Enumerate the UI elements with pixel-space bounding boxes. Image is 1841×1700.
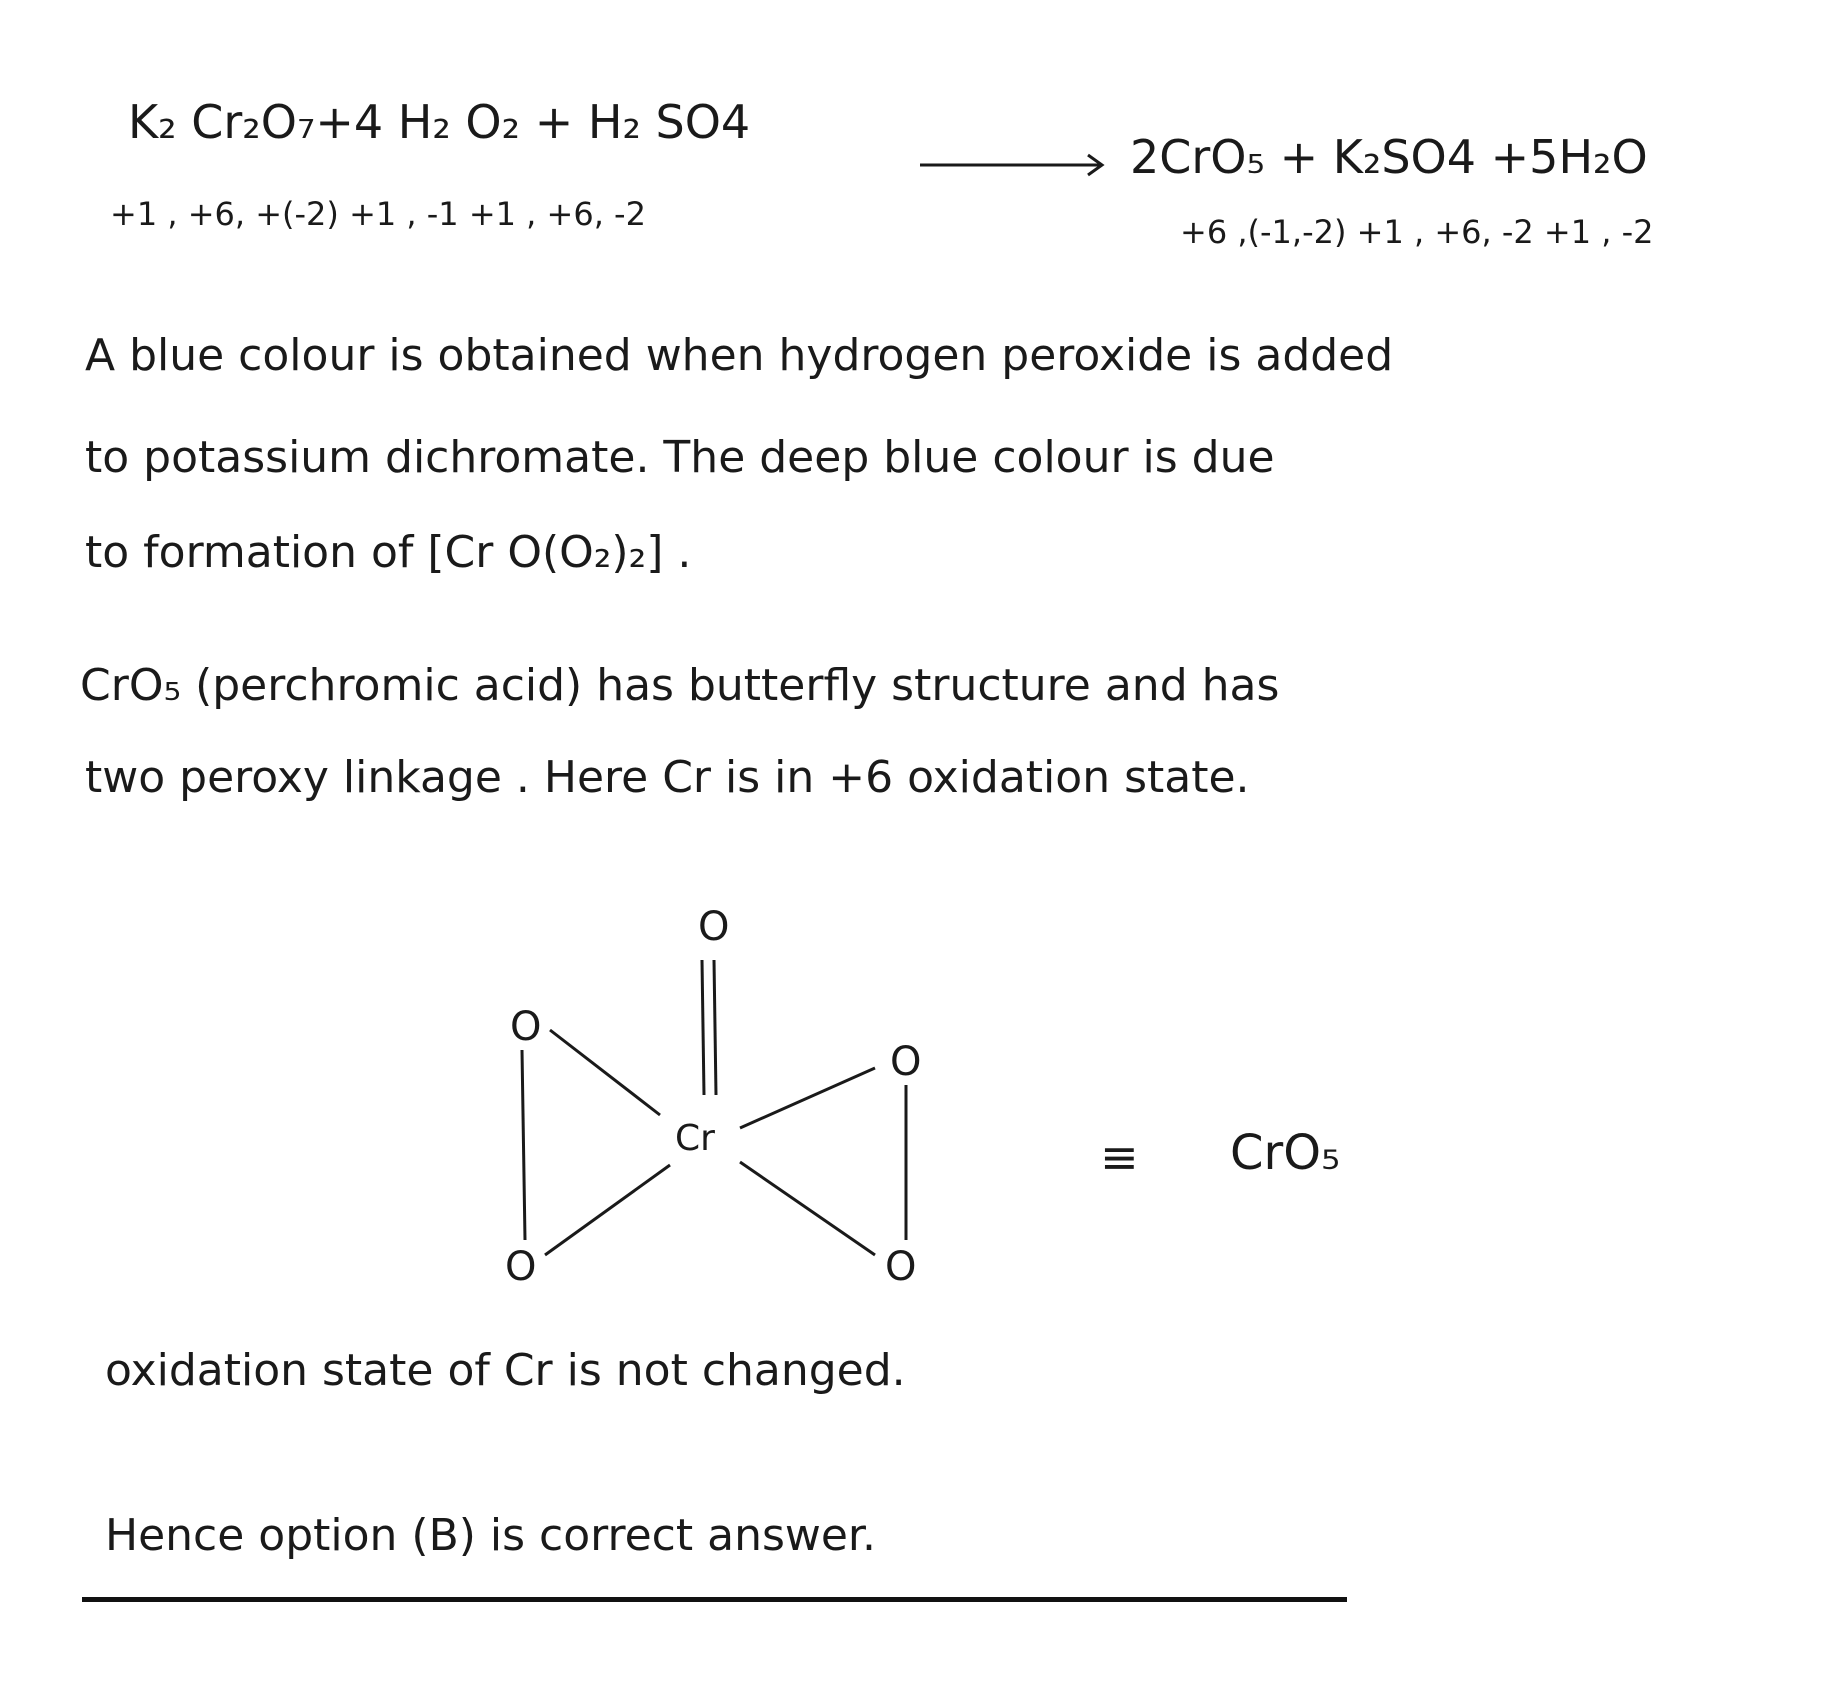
chromium-center: Cr <box>675 1118 715 1159</box>
oxidation-states-products: +6 ,(-1,-2) +1 , +6, -2 +1 , -2 <box>1180 213 1654 251</box>
cro5-butterfly-structure <box>470 900 990 1300</box>
reaction-arrow <box>920 150 1110 180</box>
oxygen-lower-right: O <box>885 1244 917 1290</box>
conclusion-oxidation-state: oxidation state of Cr is not changed. <box>105 1345 906 1396</box>
paragraph2-line1: CrO₅ (perchromic acid) has butterfly structure and has <box>80 660 1280 711</box>
conclusion-answer: Hence option (B) is correct answer. <box>105 1510 876 1561</box>
oxygen-upper-left: O <box>510 1004 542 1050</box>
equation-reactants: K₂ Cr₂O₇+4 H₂ O₂ + H₂ SO4 <box>128 95 751 149</box>
equation-products: 2CrO₅ + K₂SO4 +5H₂O <box>1130 130 1648 184</box>
oxidation-states-reactants: +1 , +6, +(-2) +1 , -1 +1 , +6, -2 <box>110 195 646 233</box>
paragraph1-line3: to formation of [Cr O(O₂)₂] . <box>85 527 692 578</box>
paragraph1-line1: A blue colour is obtained when hydrogen peroxide is added <box>85 330 1394 381</box>
oxygen-upper-right: O <box>890 1039 922 1085</box>
equivalent-sign: ≡ <box>1100 1130 1139 1184</box>
oxygen-lower-left: O <box>505 1244 537 1290</box>
paragraph1-line2: to potassium dichromate. The deep blue colour is due <box>85 432 1275 483</box>
cro5-formula: CrO₅ <box>1230 1125 1341 1181</box>
underline-rule <box>82 1597 1347 1602</box>
paragraph2-line2: two peroxy linkage . Here Cr is in +6 oxidation state. <box>85 752 1250 803</box>
oxygen-top: O <box>698 904 730 950</box>
